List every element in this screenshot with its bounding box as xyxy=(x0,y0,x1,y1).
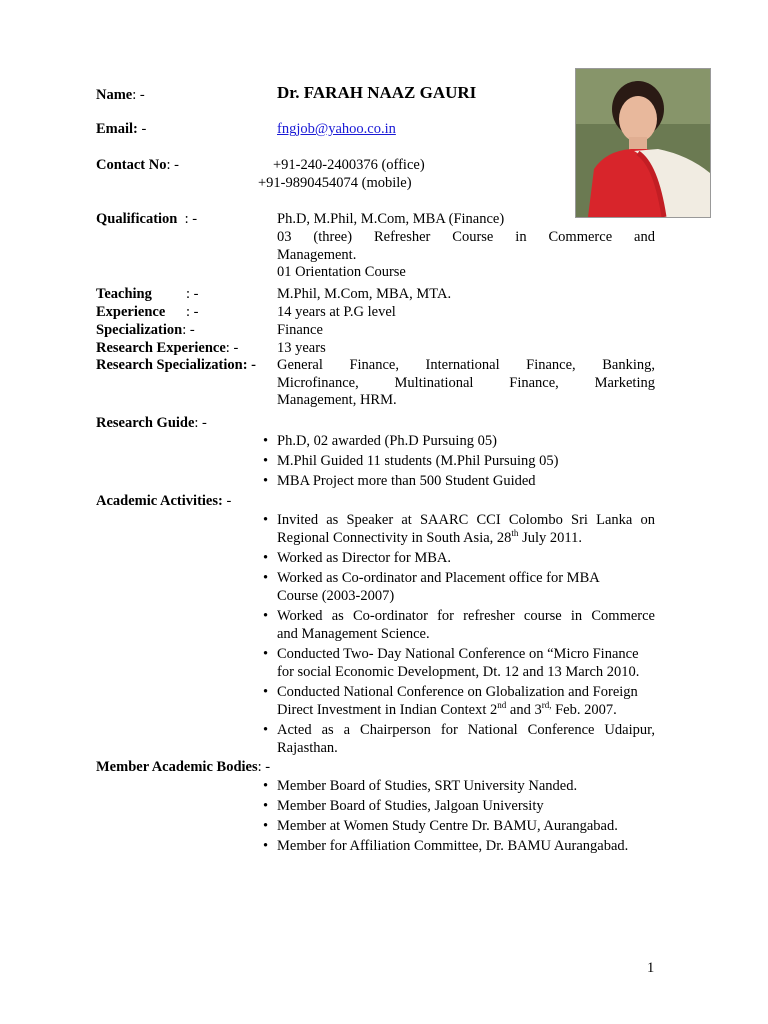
page-number: 1 xyxy=(647,960,655,976)
list-item: • Acted as a Chairperson for National Conference Udaipur, Rajasthan. xyxy=(263,722,655,756)
research-specialization-line2: Microfinance, Multinational Finance, Marketing xyxy=(277,375,655,391)
list-item: • Worked as Co-ordinator and Placement office for MBA Course (2003-2007) xyxy=(263,570,600,604)
qualification-management: Management. xyxy=(277,247,357,263)
research-specialization-line1: General Finance, International Finance, Banking, xyxy=(277,357,655,373)
list-item: • Worked as Director for MBA. xyxy=(263,550,451,566)
research-specialization-label: Research Specialization: - xyxy=(96,357,257,373)
list-item: • Member at Women Study Centre Dr. BAMU, Aurangabad. xyxy=(263,818,618,834)
profile-photo xyxy=(575,68,711,218)
academic-activities-list xyxy=(263,511,655,757)
list-item: • Member Board of Studies, Jalgoan University xyxy=(263,798,544,814)
list-item: • Member for Affiliation Committee, Dr. BAMU Aurangabad. xyxy=(263,838,629,854)
list-item: • Invited as Speaker at SAARC CCI Colombo Sri Lanka on Regional Connectivity in South Asia, 28th July 2011. xyxy=(263,512,655,546)
qualification-label: Qualification : - xyxy=(96,211,198,227)
email-link[interactable]: fngjob@yahoo.co.in xyxy=(277,121,396,137)
list-item: • Member Board of Studies, SRT University Nanded. xyxy=(263,778,578,794)
research-experience-value: 13 years xyxy=(277,340,326,356)
experience-sep: : - xyxy=(186,304,199,320)
contact-label: Contact No: - xyxy=(96,157,179,173)
list-item: • Ph.D, 02 awarded (Ph.D Pursuing 05) xyxy=(263,433,497,449)
email-label: Email: - xyxy=(96,121,147,137)
specialization-label: Specialization: - xyxy=(96,322,195,338)
research-experience-label: Research Experience: - xyxy=(96,340,239,356)
list-item: • M.Phil Guided 11 students (M.Phil Pursuing 05) xyxy=(263,453,559,469)
teaching-label: Teaching xyxy=(96,286,152,302)
experience-value: 14 years at P.G level xyxy=(277,304,396,320)
portrait-illustration xyxy=(576,69,710,217)
qualification-degrees: Ph.D, M.Phil, M.Com, MBA (Finance) xyxy=(277,211,505,227)
teaching-value: M.Phil, M.Com, MBA, MTA. xyxy=(277,286,452,302)
teaching-sep: : - xyxy=(186,286,199,302)
research-guide-list xyxy=(263,432,655,490)
research-specialization-line3: Management, HRM. xyxy=(277,392,397,408)
list-item: • Conducted National Conference on Globalization and Foreign Direct Investment in Indian Context 2nd and $3^{rd,}$ Feb. 2007. xyxy=(263,684,638,718)
list-item: • Worked as Co-ordinator for refresher course in Commerce and Management Science. xyxy=(263,608,655,642)
list-item: • MBA Project more than 500 Student Guided xyxy=(263,473,536,489)
name-label: Name: - xyxy=(96,87,145,103)
qualification-refresher: 03 (three) Refresher Course in Commerce and xyxy=(277,229,655,245)
research-guide-label: Research Guide: - xyxy=(96,415,207,431)
academic-activities-label: Academic Activities: - xyxy=(96,493,232,509)
qualification-orientation: 01 Orientation Course xyxy=(277,264,406,280)
specialization-value: Finance xyxy=(277,322,323,338)
member-bodies-label: Member Academic Bodies: - xyxy=(96,759,271,775)
person-name: Dr. FARAH NAAZ GAURI xyxy=(277,83,477,102)
member-bodies-list xyxy=(263,777,655,855)
experience-label: Experience xyxy=(96,304,166,320)
phone-office: +91-240-2400376 (office) xyxy=(273,157,425,173)
phone-mobile: +91-9890454074 (mobile) xyxy=(258,175,412,191)
list-item: • Conducted Two- Day National Conference on “Micro Finance for social Economic Development, Dt. 12 and 13 March 2010. xyxy=(263,646,640,680)
